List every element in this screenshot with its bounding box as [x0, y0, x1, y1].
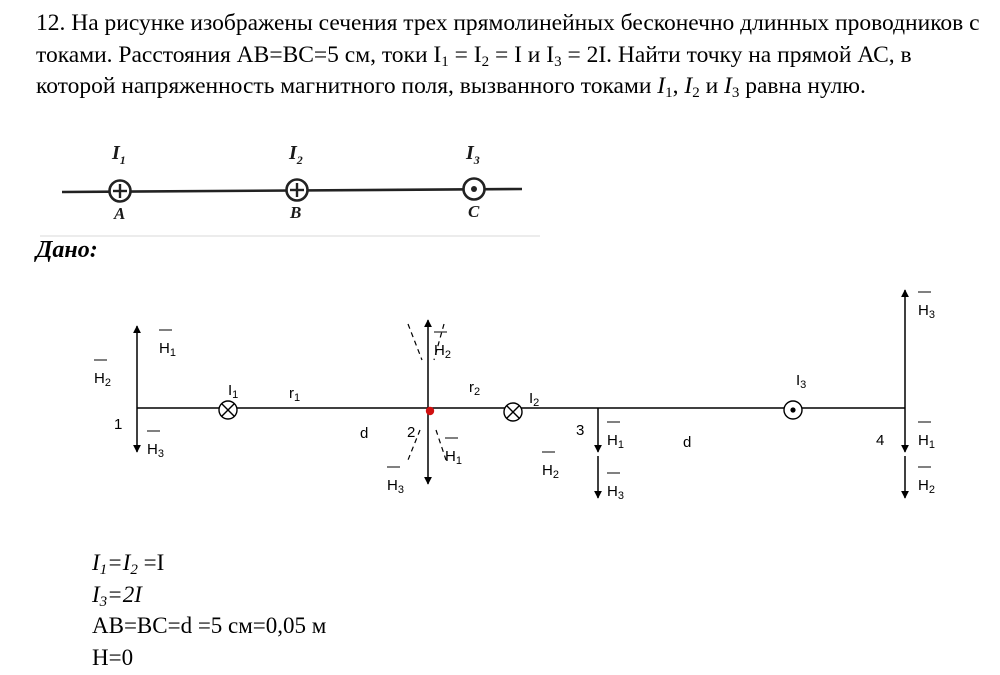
svg-text:H1: $H_1$ [607, 432, 624, 451]
sketch-label-b: B [290, 203, 302, 222]
sketch-label-i3: $I_3$ [466, 142, 480, 167]
label-p3-h3 [607, 473, 624, 502]
given-field-zero: H=0 [92, 644, 134, 670]
svg-text:H3: $H_3$ [147, 441, 164, 460]
svg-text:H1: $H_1$ [918, 432, 935, 451]
label-point-3: 3 [576, 422, 585, 439]
point-2-dot [426, 407, 434, 415]
conductor-sketch-figure [40, 140, 540, 240]
label-point-2: 2 [407, 424, 416, 441]
problem-number: 12. [36, 10, 66, 36]
label-r2: $r_2$ [469, 379, 481, 398]
label-p1-h3 [147, 431, 164, 460]
conductor-b-plus-icon [287, 180, 308, 201]
sketch-label-i1: $I_1$ [112, 142, 126, 167]
label-r1: $r_1$ [289, 385, 301, 404]
label-p4-h2 [918, 467, 935, 496]
svg-text:H3: $H_3$ [607, 483, 624, 502]
svg-text:H2: $H_2$ [918, 477, 935, 496]
label-d-right: d [683, 434, 692, 451]
label-point-1: 1 [114, 416, 123, 433]
svg-text:H1: $H_1$ [445, 448, 462, 467]
conductor-3-dot-icon [784, 401, 802, 419]
svg-text:H2: $H_2$ [542, 462, 559, 481]
problem-statement: 12. На рисунке изображены сечения трех прямолинейных бесконечно длинных проводников с токами. Расстояния AB=BC=5 см, токи $I_1 = I_2 = I$ и $I_3 = 2I$. Найти точку на прямой АС, в которой напряженность магнитного поля, вызванного токами $I_1$, $I_2$ и $I_3$ равна нулю. [36, 10, 980, 101]
given-current-3: $I_3=2I$ [92, 581, 142, 610]
label-p1-h2 [94, 360, 111, 389]
dano-label: Дано: [36, 237, 98, 263]
dashed-arc-upper-left [408, 324, 422, 360]
given-currents-1-2: $I_1=I_2 =I$ [92, 550, 165, 578]
sketch-label-i2: $I_2$ [289, 142, 303, 167]
label-p2-h3 [387, 467, 404, 496]
label-p4-h3 [918, 292, 935, 321]
given-distances: AB=BC=d =5 см=0,05 м [92, 613, 327, 638]
conductor-c-dot-icon [464, 179, 485, 200]
given-values [92, 547, 326, 673]
label-p4-h1 [918, 422, 935, 451]
label-p3-h1 [607, 422, 624, 451]
svg-text:H1: $H_1$ [159, 340, 176, 359]
conductor-a-plus-icon [110, 181, 131, 202]
svg-text:H3: $H_3$ [387, 477, 404, 496]
label-p1-h1 [159, 330, 176, 359]
label-i1: $I_1$ [228, 382, 239, 401]
conductor-1-cross-icon [219, 401, 237, 419]
field-diagram [0, 280, 1000, 510]
label-p2-h1 [445, 438, 462, 467]
label-point-4: 4 [876, 432, 885, 449]
label-p3-h2 [542, 452, 559, 481]
label-i2: $I_2$ [529, 390, 540, 409]
svg-text:H2: $H_2$ [434, 342, 451, 361]
label-p2-h2 [434, 332, 451, 361]
label-d-left: d [360, 425, 369, 442]
sketch-label-a: A [114, 204, 126, 223]
sketch-label-c: C [468, 202, 480, 221]
svg-text:H2: $H_2$ [94, 370, 111, 389]
label-i3: $I_3$ [796, 372, 807, 391]
conductor-2-cross-icon [504, 403, 522, 421]
svg-text:H3: $H_3$ [918, 302, 935, 321]
